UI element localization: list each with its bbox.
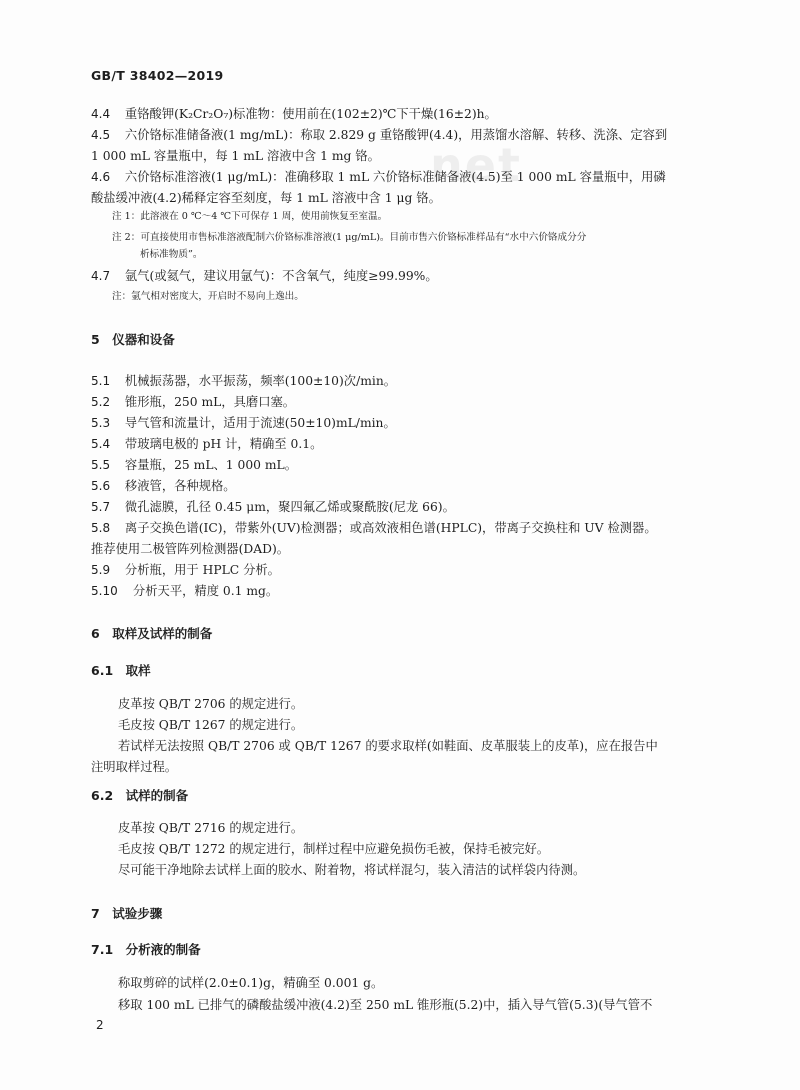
- item-text: 酸盐缓冲液(4.2)稀释定容至刻度，每 1 mL 溶液中含 1 μg 铬。: [91, 191, 441, 205]
- item-5-4: [91, 435, 721, 453]
- item-4-6-cont: [91, 189, 721, 207]
- para-6-2-line-3: 尽可能干净地除去试样上面的胶水、附着物，将试样混匀，装入清洁的试样袋内待测。: [118, 863, 586, 877]
- note-1: 注 1：此溶液在 0 ℃～4 ℃下可保存 1 周，使用前恢复至室温。: [112, 211, 388, 222]
- item-5-8-cont: [91, 540, 721, 558]
- para-6-1-line-3: 若试样无法按照 QB/T 2706 或 QB/T 1267 的要求取样(如鞋面、皮革服装上的皮革)，应在报告中: [118, 739, 658, 753]
- item-5-6: [91, 477, 721, 495]
- standard-header: GB/T 38402—2019: [91, 68, 224, 83]
- section-7-1-title: 7.1 分析液的制备: [91, 942, 201, 957]
- item-number: 4.7: [91, 269, 111, 283]
- item-4-6: [91, 168, 721, 186]
- section-6-title: 6 取样及试样的制备: [91, 626, 213, 641]
- item-number: 5.3: [91, 416, 111, 430]
- item-5-10: [91, 582, 721, 600]
- item-text: 带玻璃电极的 pH 计，精确至 0.1。: [124, 437, 323, 451]
- item-4-4: [91, 105, 721, 123]
- item-text: 1 000 mL 容量瓶中，每 1 mL 溶液中含 1 mg 铬。: [91, 149, 380, 163]
- item-text: 导气管和流量计，适用于流速(50±10)mL/min。: [124, 416, 396, 430]
- item-number: 5.10: [91, 584, 118, 598]
- para-6-1-line-2: 毛皮按 QB/T 1267 的规定进行。: [118, 718, 304, 732]
- item-number: 4.6: [91, 170, 111, 184]
- item-text: 推荐使用二极管阵列检测器(DAD)。: [91, 542, 290, 556]
- item-number: 5.2: [91, 395, 111, 409]
- item-text: 离子交换色谱(IC)，带紫外(UV)检测器；或高效液相色谱(HPLC)，带离子交换柱和 UV 检测器。: [124, 521, 657, 535]
- para-6-2-line-2: 毛皮按 QB/T 1272 的规定进行，制样过程中应避免损伤毛被，保持毛被完好。: [118, 842, 550, 856]
- item-5-8: [91, 519, 721, 537]
- para-6-1-line-4: 注明取样过程。: [91, 760, 178, 774]
- item-5-9: [91, 561, 721, 579]
- item-text: 容量瓶，25 mL、1 000 mL。: [124, 458, 298, 472]
- note-2: 注 2：可直接使用市售标准溶液配制六价铬标准溶液(1 μg/mL)。目前市售六价铬标准样品有“水中六价铬成分分: [112, 232, 587, 243]
- para-6-2-line-1: 皮革按 QB/T 2716 的规定进行。: [118, 821, 304, 835]
- section-6-1-title: 6.1 取样: [91, 663, 151, 678]
- item-5-2: [91, 393, 721, 411]
- item-5-5: [91, 456, 721, 474]
- item-number: 5.4: [91, 437, 111, 451]
- item-5-1: [91, 372, 721, 390]
- item-4-7: [91, 267, 721, 285]
- item-text: 微孔滤膜，孔径 0.45 μm，聚四氟乙烯或聚酰胺(尼龙 66)。: [124, 500, 455, 514]
- section-5-title: 5 仪器和设备: [91, 332, 175, 347]
- item-text: 重铬酸钾(K₂Cr₂O₇)标准物：使用前在(102±2)℃下干燥(16±2)h。: [124, 107, 497, 121]
- item-text: 氩气(或氦气，建议用氩气)：不含氧气，纯度≥99.99%。: [124, 269, 438, 283]
- note-argon: 注：氩气相对密度大，开启时不易向上逸出。: [112, 291, 304, 302]
- item-text: 六价铬标准储备液(1 mg/mL)：称取 2.829 g 重铬酸钾(4.4)，用蒸馏水溶解、转移、洗涤、定容到: [124, 128, 668, 142]
- section-7-title: 7 试验步骤: [91, 906, 163, 921]
- section-6-2-title: 6.2 试样的制备: [91, 788, 189, 803]
- item-number: 5.1: [91, 374, 111, 388]
- item-text: 分析瓶，用于 HPLC 分析。: [124, 563, 280, 577]
- para-7-1-line-2: 移取 100 mL 已排气的磷酸盐缓冲液(4.2)至 250 mL 锥形瓶(5.2)中，插入导气管(5.3)(导气管不: [118, 998, 653, 1012]
- item-number: 4.4: [91, 107, 111, 121]
- item-5-7: [91, 498, 721, 516]
- item-text: 锥形瓶，250 mL，具磨口塞。: [124, 395, 296, 409]
- item-5-3: [91, 414, 721, 432]
- item-number: 5.5: [91, 458, 111, 472]
- item-number: 5.8: [91, 521, 111, 535]
- item-number: 5.6: [91, 479, 111, 493]
- item-number: 5.7: [91, 500, 111, 514]
- page-number: 2: [96, 1018, 104, 1032]
- item-number: 5.9: [91, 563, 111, 577]
- item-4-5: [91, 126, 721, 144]
- note-2-cont: 析标准物质”。: [140, 249, 203, 260]
- para-7-1-line-1: 称取剪碎的试样(2.0±0.1)g，精确至 0.001 g。: [118, 976, 384, 990]
- item-number: 4.5: [91, 128, 111, 142]
- item-text: 机械振荡器，水平振荡，频率(100±10)次/min。: [124, 374, 397, 388]
- item-text: 六价铬标准溶液(1 μg/mL)：准确移取 1 mL 六价铬标准储备液(4.5)至 1 000 mL 容量瓶中，用磷: [124, 170, 666, 184]
- para-6-1-line-1: 皮革按 QB/T 2706 的规定进行。: [118, 697, 304, 711]
- item-text: 分析天平，精度 0.1 mg。: [132, 584, 279, 598]
- watermark: net: [430, 138, 522, 192]
- item-text: 移液管，各种规格。: [124, 479, 236, 493]
- item-4-5-cont: [91, 147, 721, 165]
